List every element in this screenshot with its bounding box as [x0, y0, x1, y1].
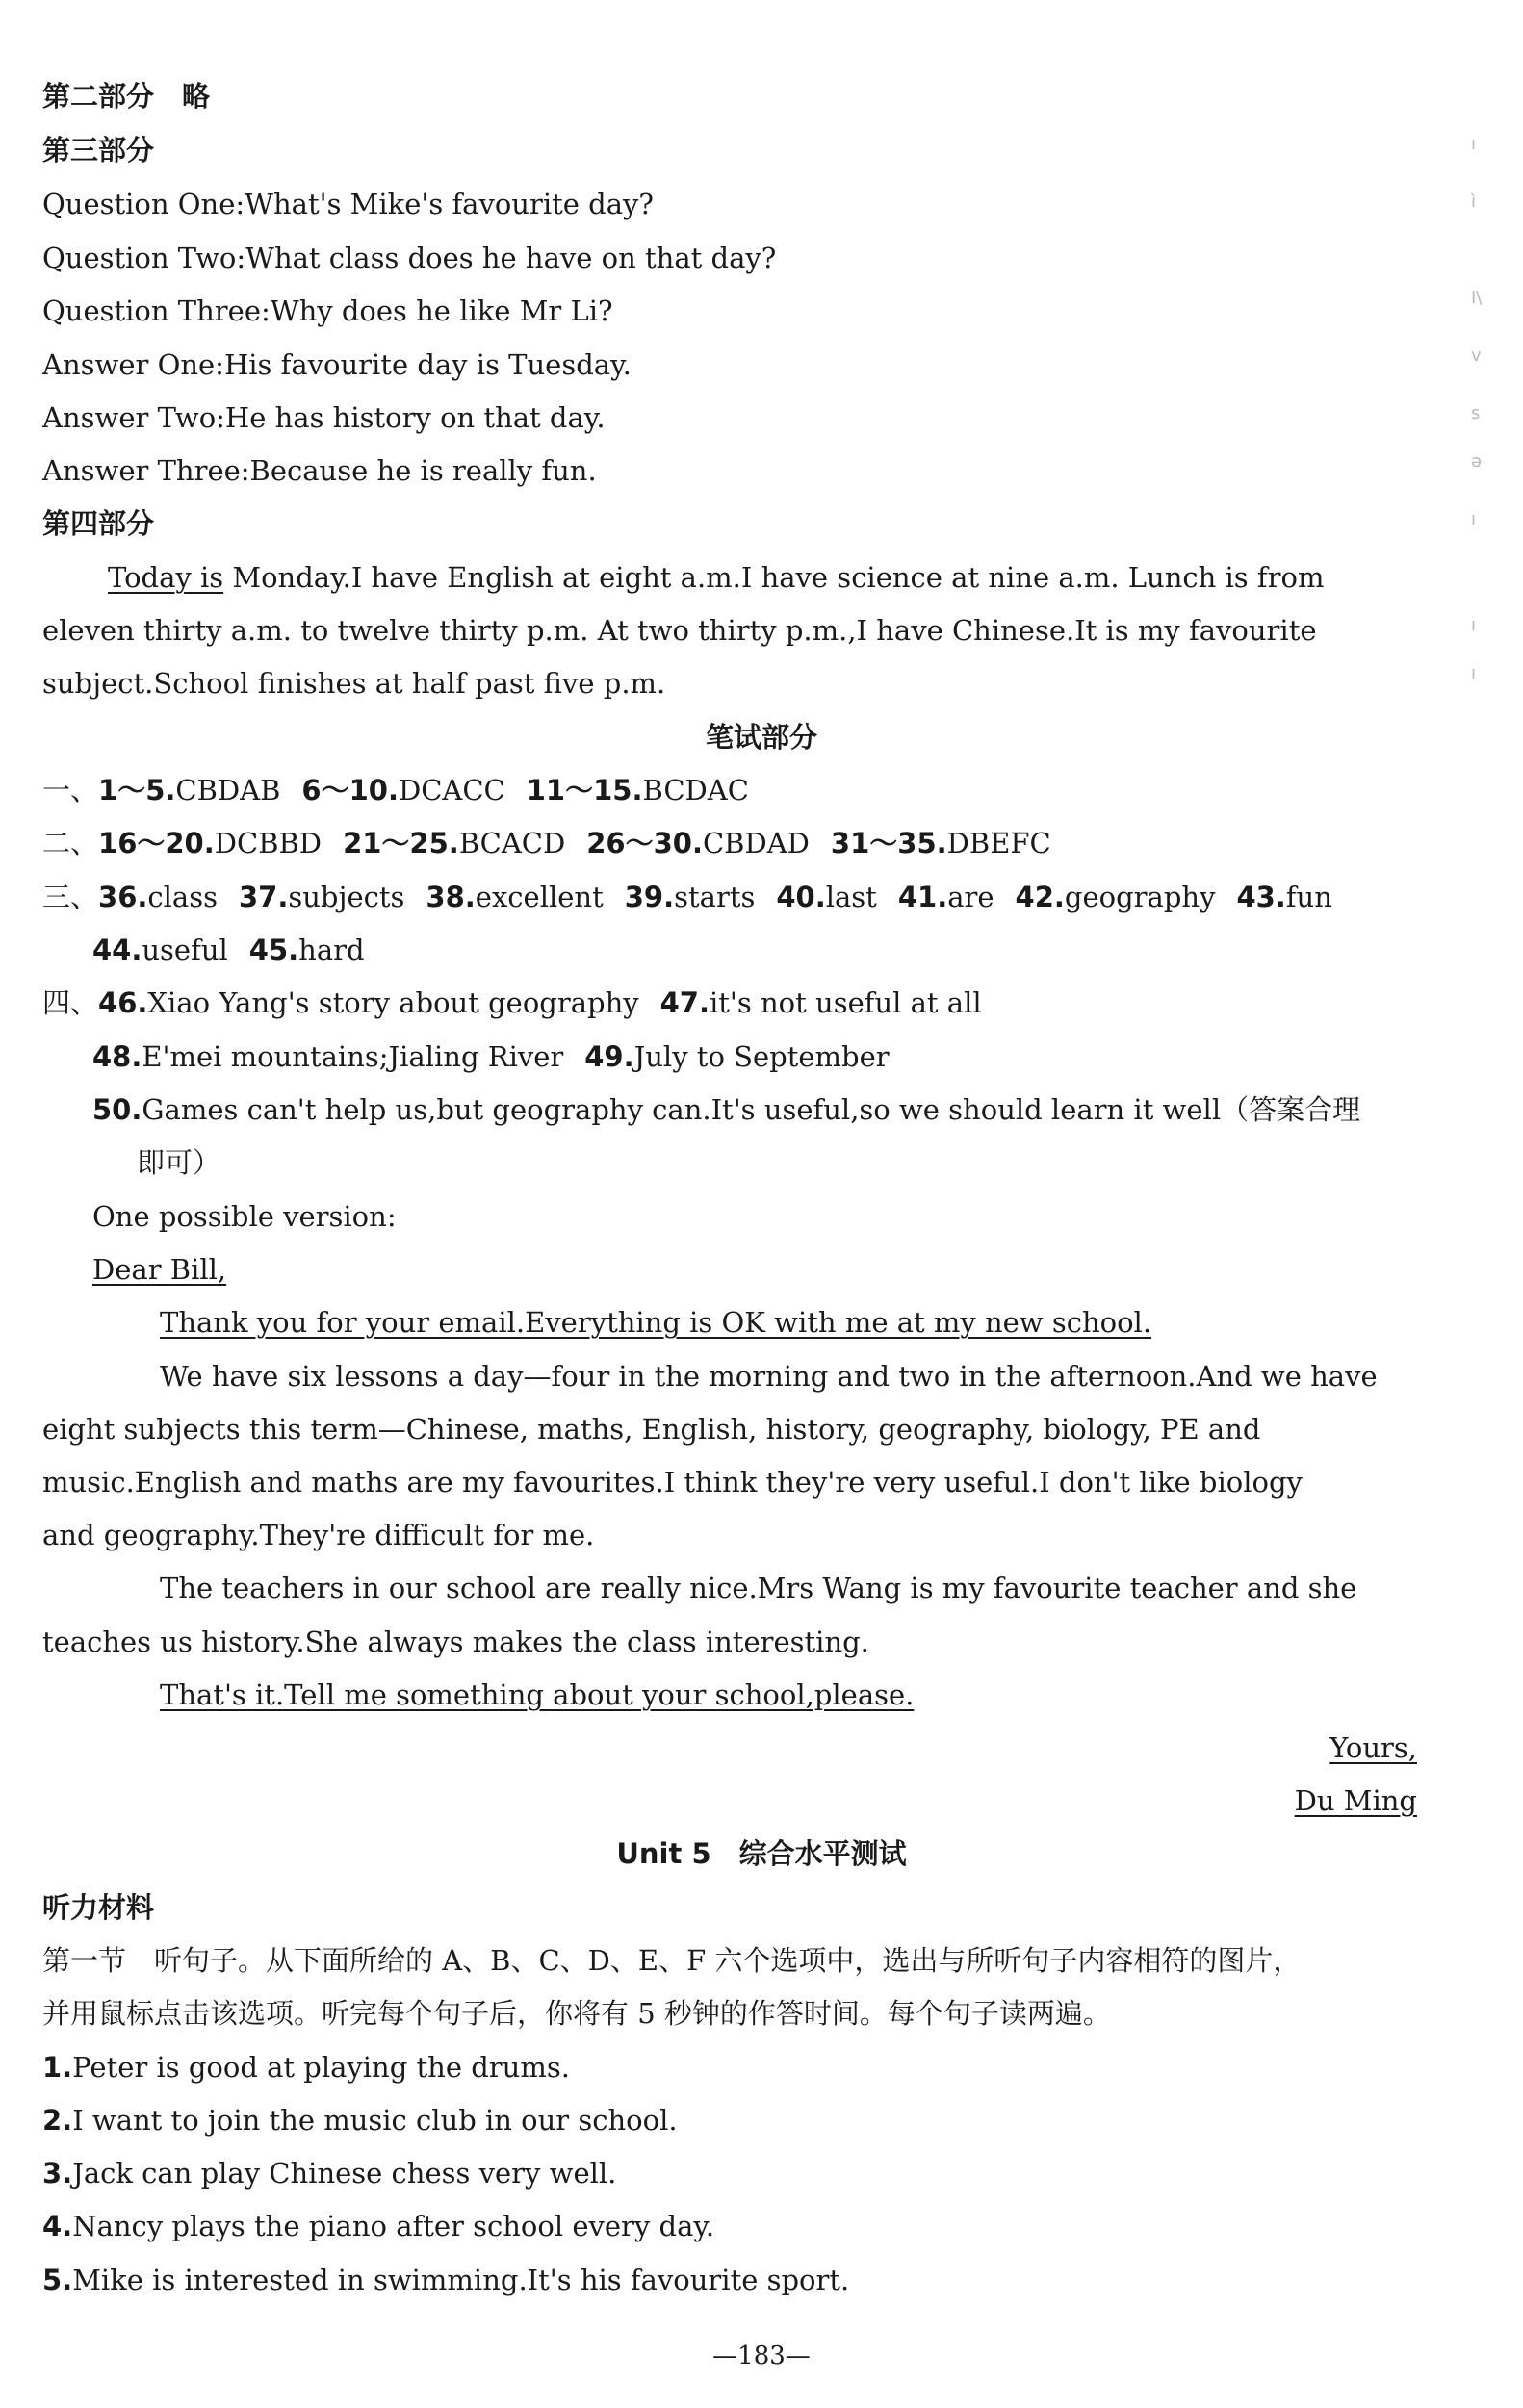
margin-mark: ı: [1471, 663, 1477, 683]
section1-instructions-1: 第一节 听句子。从下面所给的 A、B、C、D、E、F 六个选项中，选出与所听句子内容相符的图片，: [42, 1944, 1302, 1977]
answers-row-6: [92, 1037, 911, 1076]
margin-mark: ı: [1471, 615, 1477, 635]
answer-item: 39.starts: [624, 881, 756, 913]
answers-row-3: [42, 878, 1354, 916]
question-one: Question One:What's Mike's favourite day?: [42, 188, 654, 220]
margin-mark: ì: [1471, 192, 1477, 212]
question-two: Question Two:What class does he have on that day?: [42, 242, 777, 274]
letter-line-3: eight subjects this term—Chinese, maths, English, history, geography, biology, PE and: [42, 1413, 1261, 1446]
answer-item: 47.it's not useful at all: [659, 986, 982, 1019]
listening-item: 1.Peter is good at playing the drums.: [42, 2051, 570, 2084]
answer-item: 26～30.CBDAD: [586, 827, 810, 859]
margin-mark: I\: [1471, 288, 1483, 308]
listening-item: 5.Mike is interested in swimming.It's his favourite sport.: [42, 2264, 850, 2296]
listening-heading: 听力材料: [42, 1891, 155, 1924]
answer-item: 37.subjects: [238, 881, 405, 913]
answer-item: 48.E'mei mountains;Jialing River: [92, 1040, 564, 1073]
margin-mark: ı: [1471, 509, 1477, 529]
letter-line-1: Thank you for your email.Everything is OK with me at my new school.: [160, 1306, 1152, 1339]
letter-closing: Yours,: [1329, 1731, 1417, 1764]
written-heading: 笔试部分: [705, 721, 817, 754]
answer-item: 43.fun: [1236, 881, 1332, 913]
margin-mark: v: [1471, 346, 1482, 366]
answer-item: 42.geography: [1015, 881, 1216, 913]
answer-item: 四、46.Xiao Yang's story about geography: [42, 986, 639, 1019]
answers-row-2: [42, 824, 1072, 862]
section1-instructions-2: 并用鼠标点击该选项。听完每个句子后，你将有 5 秒钟的作答时间。每个句子读两遍。: [42, 1997, 1111, 2030]
answer-item: 二、16～20.DCBBD: [42, 827, 323, 859]
answers-row-1: [42, 771, 770, 809]
letter-line-8: That's it.Tell me something about your school,please.: [160, 1678, 915, 1711]
part4-paragraph-line2: eleven thirty a.m. to twelve thirty p.m. At two thirty p.m.,I have Chinese.It is my favourite: [42, 614, 1317, 647]
part4-underlined-start: Today is: [108, 561, 224, 594]
letter-signature: Du Ming: [1294, 1784, 1417, 1817]
margin-mark: ı: [1471, 134, 1477, 154]
letter-line-6: The teachers in our school are really nice.Mrs Wang is my favourite teacher and she: [160, 1572, 1357, 1604]
answer-item: 44.useful: [92, 934, 228, 966]
answer-item: 40.last: [776, 881, 877, 913]
answers-row-5: [42, 984, 1003, 1022]
answers-row-4: [92, 931, 386, 969]
answer-item: 45.hard: [248, 934, 365, 966]
part3-heading: 第三部分: [42, 134, 155, 167]
answer-50-continued: 即可）: [137, 1146, 221, 1179]
answer-item: 三、36.class: [42, 881, 218, 913]
answer-item: 49.July to September: [584, 1040, 890, 1073]
letter-line-2: We have six lessons a day—four in the morning and two in the afternoon.And we have: [160, 1360, 1378, 1393]
listening-item: 4.Nancy plays the piano after school every day.: [42, 2210, 715, 2242]
answer-item: 11～15.BCDAC: [526, 774, 749, 807]
part4-heading: 第四部分: [42, 507, 155, 540]
answer-item: 31～35.DBEFC: [830, 827, 1051, 859]
letter-line-4: music.English and maths are my favourites.I think they're very useful.I don't like biology: [42, 1466, 1303, 1499]
answer-three: Answer Three:Because he is really fun.: [42, 454, 597, 487]
listening-item: 2.I want to join the music club in our school.: [42, 2104, 678, 2137]
letter-line-7: teaches us history.She always makes the class interesting.: [42, 1626, 869, 1658]
letter-line-5: and geography.They're difficult for me.: [42, 1519, 595, 1551]
answer-item: 一、1～5.CBDAB: [42, 774, 281, 807]
unit5-title: Unit 5 综合水平测试: [616, 1837, 907, 1870]
answer-item: 41.are: [897, 881, 994, 913]
listening-item: 3.Jack can play Chinese chess very well.: [42, 2157, 617, 2190]
answer-item: 21～25.BCACD: [343, 827, 566, 859]
margin-mark: s: [1471, 403, 1481, 423]
question-three: Question Three:Why does he like Mr Li?: [42, 295, 613, 327]
page-number: —183—: [712, 2342, 811, 2370]
version-intro: One possible version:: [92, 1200, 397, 1233]
answer-50: 50.Games can't help us,but geography can.It's useful,so we should learn it well（答案合理: [92, 1093, 1361, 1126]
part4-paragraph-line1: Today is Monday.I have English at eight a.m.I have science at nine a.m. Lunch is from: [108, 561, 1325, 594]
answer-item: 6～10.DCACC: [301, 774, 505, 807]
part4-paragraph-line3: subject.School finishes at half past five p.m.: [42, 667, 666, 700]
answer-one: Answer One:His favourite day is Tuesday.: [42, 348, 632, 381]
answer-two: Answer Two:He has history on that day.: [42, 401, 606, 434]
letter-greeting: Dear Bill,: [92, 1253, 227, 1286]
margin-mark: ə: [1471, 451, 1483, 472]
answer-item: 38.excellent: [426, 881, 604, 913]
part2-heading: 第二部分 略: [42, 80, 211, 113]
